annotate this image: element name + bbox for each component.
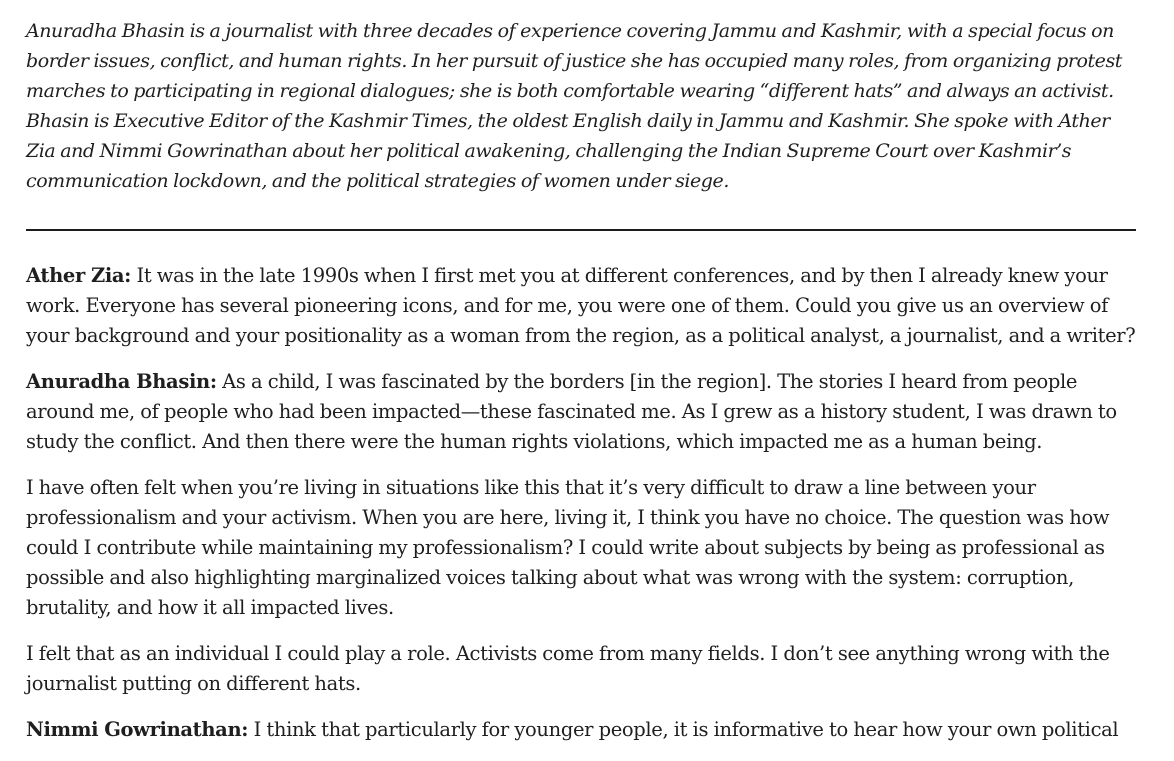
interview-paragraph <box>26 639 1136 699</box>
speaker-name: Anuradha Bhasin: <box>26 370 217 393</box>
interview-body <box>26 261 1136 745</box>
article <box>26 16 1136 761</box>
interview-paragraph <box>26 473 1136 623</box>
interview-paragraph <box>26 715 1136 745</box>
speaker-name: Ather Zia: <box>26 264 132 287</box>
paragraph-text: I think that particularly for younger people, it is informative to hear how your own political <box>248 718 1119 741</box>
paragraph-text: As a child, I was fascinated by the borders [in the region]. The stories I heard from people around me, of people who had been impacted—these fascinated me. As I grew as a history student, I was drawn to study the conflict. And then there were the human rights violations, which impacted me as a human being. <box>26 370 1117 453</box>
section-divider <box>26 229 1136 231</box>
intro-paragraph: Anuradha Bhasin is a journalist with three decades of experience covering Jammu and Kashmir, with a special focus on border issues, conflict, and human rights. In her pursuit of justice she has occupied many roles, from organizing protest marches to participating in regional dialogues; she is both comfortable wearing “different hats” and always an activist. Bhasin is Executive Editor of the Kashmir Times, the oldest English daily in Jammu and Kashmir. She spoke with Ather Zia and Nimmi Gowrinathan about her political awakening, challenging the Indian Supreme Court over Kashmir’s communication lockdown, and the political strategies of women under siege. <box>26 20 1122 192</box>
interview-paragraph <box>26 367 1136 457</box>
paragraph-text: I felt that as an individual I could play a role. Activists come from many fields. I don’t see anything wrong with the journalist putting on different hats. <box>26 642 1110 695</box>
paragraph-text: I have often felt when you’re living in situations like this that it’s very difficult to draw a line between your professionalism and your activism. When you are here, living it, I think you have no choice. The question was how could I contribute while maintaining my professionalism? I could write about subjects by being as professional as possible and also highlighting marginalized voices talking about what was wrong with the system: corruption, brutality, and how it all impacted lives. <box>26 476 1110 619</box>
speaker-name: Nimmi Gowrinathan: <box>26 718 249 741</box>
interview-paragraph <box>26 261 1136 351</box>
paragraph-text: It was in the late 1990s when I first met you at different conferences, and by then I already knew your work. Everyone has several pioneering icons, and for me, you were one of them. Could you give us an overview of your background and your positionality as a woman from the region, as a political analyst, a journalist, and a writer? <box>26 264 1136 347</box>
